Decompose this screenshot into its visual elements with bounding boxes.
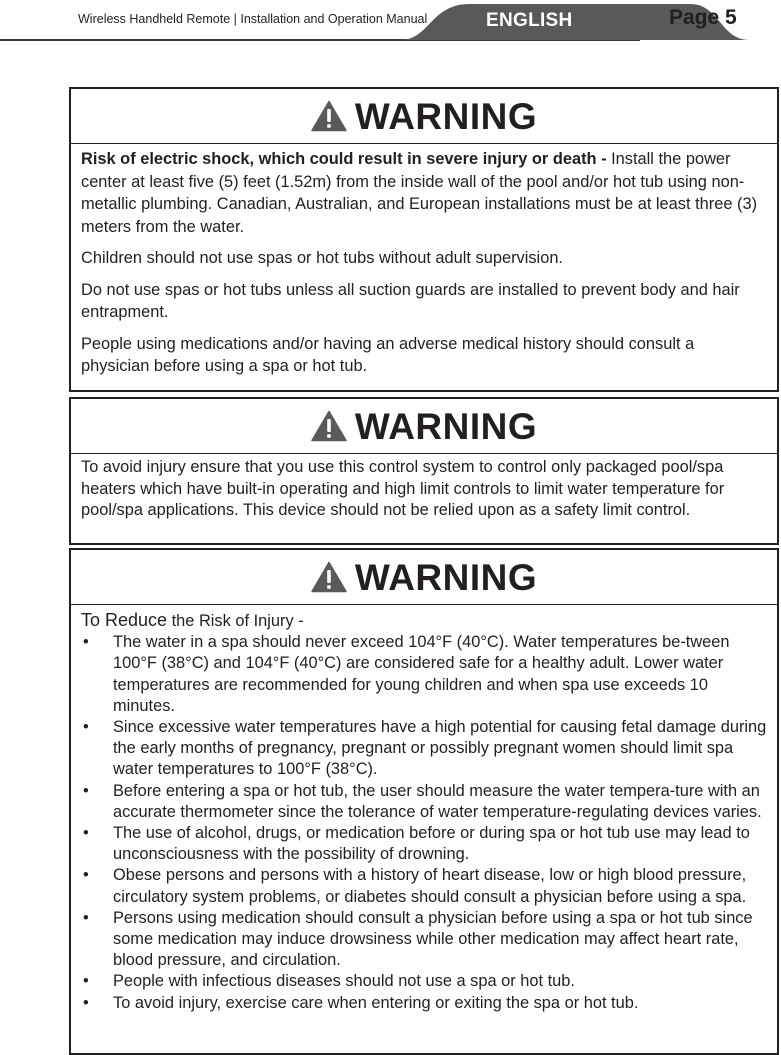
bullet-icon: • [83, 824, 89, 843]
language-label: ENGLISH [486, 10, 573, 31]
list-item [81, 823, 767, 865]
list-item-text: People with infectious diseases should not use a spa or hot tub. [113, 972, 575, 991]
list-item-text: Obese persons and persons with a history of heart disease, low or high blood pressure, circulatory system problems, or diabetes should consult a physician before using a spa. [113, 866, 747, 906]
warning-title: WARNING [354, 95, 538, 137]
list-item-text: Persons using medication should consult a physician before using a spa or hot tub since some medication may induce drowsiness while other medication may affect heart rate, blood pressure, and circulation. [113, 908, 753, 970]
list-item-text: The use of alcohol, drugs, or medication before or during spa or hot tub use may lead to unconsciousness with the possibility of drowning. [113, 824, 750, 864]
warning-paragraph: To avoid injury ensure that you use this control system to control only packaged pool/spa heaters which have built-in operating and high limit controls to limit water temperature for pool/spa applications. This device should not be relied upon as a safety limit control. [81, 458, 725, 519]
list-item-text: Before entering a spa or hot tub, the user should measure the water tempera-ture with an accurate thermometer since the tolerance of water temperature-regulating devices varies. [113, 781, 762, 821]
warning-body [71, 454, 777, 522]
warning-heading [71, 89, 777, 144]
warning-lead-paragraph [81, 148, 767, 238]
list-item [81, 908, 767, 972]
list-item [81, 865, 767, 907]
list-item [81, 993, 767, 1014]
warning-lead-bold: Risk of electric shock, which could result in severe injury or death - [81, 150, 607, 168]
warning-box-electric-shock [69, 87, 779, 392]
warning-title: WARNING [354, 405, 538, 447]
warning-heading [71, 550, 777, 605]
bullet-icon: • [83, 781, 89, 800]
warning-intro [81, 610, 767, 632]
warning-heading [71, 399, 777, 454]
warning-triangle-icon [311, 561, 347, 593]
list-item-text: Since excessive water temperatures have a high potential for causing fetal damage during the early months of pregnancy, pregnant or possibly pregnant women should limit spa water temperatures to 100°F (38°C). [113, 718, 767, 779]
warning-lead-text: Install the power center at least five (5) feet (1.52m) from the inside wall of the pool and/or hot tub using non-metallic plumbing. Canadian, Australian, and European installations must be at least three (3) meters from the water. [81, 150, 758, 236]
warning-paragraph: Children should not use spas or hot tubs without adult supervision. [81, 249, 563, 267]
bullet-icon: • [83, 972, 89, 991]
bullet-icon: • [83, 866, 89, 885]
list-item [81, 717, 767, 781]
intro-big-text: To Reduce [81, 610, 168, 630]
list-item [81, 632, 767, 717]
bullet-icon: • [83, 993, 89, 1012]
intro-text: the Risk of Injury - [167, 612, 304, 630]
warning-triangle-icon [311, 100, 347, 132]
warning-body [71, 605, 777, 1014]
list-item-text: To avoid injury, exercise care when entering or exiting the spa or hot tub. [113, 993, 639, 1012]
warning-title: WARNING [354, 556, 538, 598]
list-item-text: The water in a spa should never exceed 104°F (40°C). Water temperatures be-tween 100°F (38°C) and 104°F (40°C) are considered safe for a healthy adult. Lower water temperatures are recommended for young children and when spa use exceeds 10 minutes. [113, 633, 730, 715]
warning-paragraph: Do not use spas or hot tubs unless all suction guards are installed to prevent body and hair entrapment. [81, 280, 740, 321]
warning-triangle-icon [311, 410, 347, 442]
bullet-icon: • [83, 908, 89, 927]
warning-paragraph: People using medications and/or having an adverse medical history should consult a physician before using a spa or hot tub. [81, 334, 695, 375]
warning-body [71, 144, 777, 378]
bullet-icon: • [83, 718, 89, 737]
list-item [81, 971, 767, 992]
list-item [81, 781, 767, 823]
manual-title: Wireless Handheld Remote | Installation and Operation Manual [78, 12, 428, 26]
bullet-icon: • [83, 633, 89, 652]
warning-bullet-list [81, 632, 767, 1014]
page-number: Page 5 [669, 6, 737, 29]
warning-box-reduce-injury [69, 548, 779, 1055]
warning-box-safety-limit [69, 397, 779, 545]
